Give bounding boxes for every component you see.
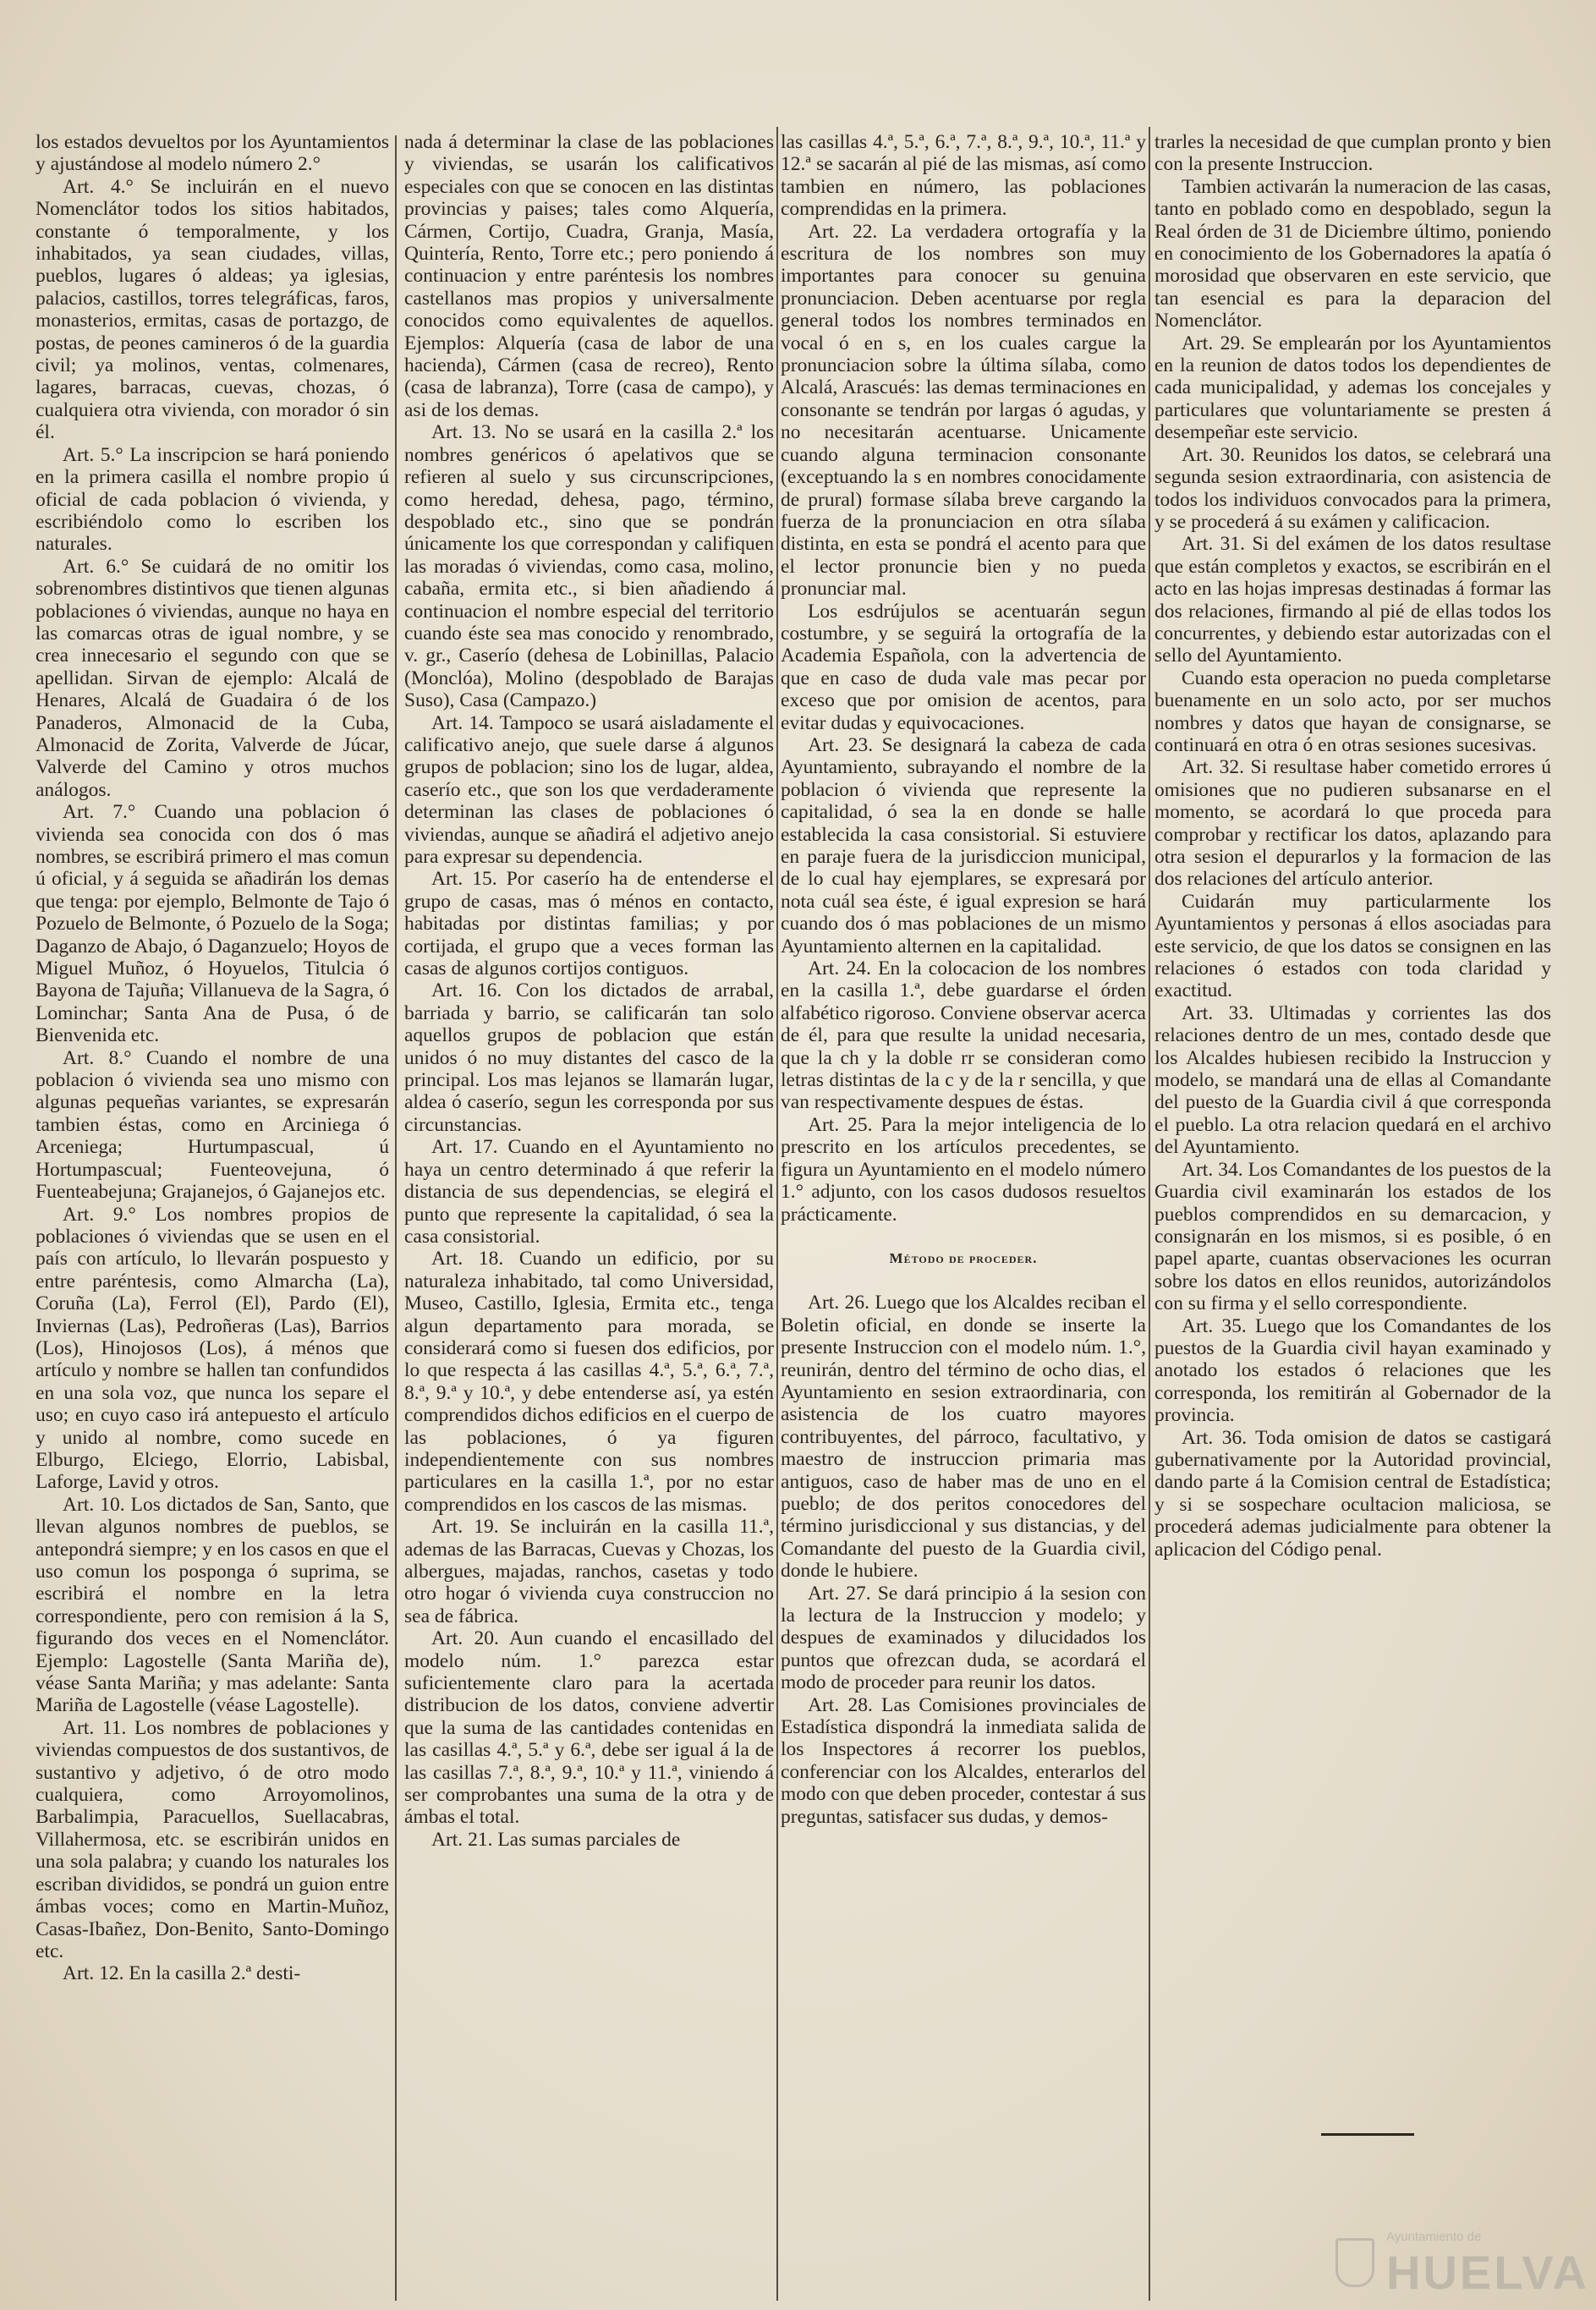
paragraph: Art. 25. Para la mejor inteligencia de lo prescrito en los artículos precedentes, se figura un Ayuntamiento en el modelo número 1.° adjunto, con los casos dudosos resueltos prácticamente.: [781, 1113, 1146, 1226]
paragraph: Cuando esta operacion no pueda completarse buenamente en un solo acto, por ser muchos nombres y datos que hayan de consignarse, se continuará en otra ó en otras sesiones sucesivas.: [1154, 667, 1551, 756]
column-divider: [1149, 127, 1150, 2301]
paragraph: los estados devueltos por los Ayuntamientos y ajustándose al modelo número 2.°: [36, 131, 389, 176]
paragraph: Art. 28. Las Comisiones provinciales de Estadística dispondrá la inmediata salida de los Inspectores á recorrer los pueblos, conferenciar con los Alcaldes, enterarlos del modo con que deben proceder, contestar á sus preguntas, satisfacer sus dudas, y demos-: [781, 1693, 1146, 1828]
paragraph: Art. 22. La verdadera ortografía y la escritura de los nombres son muy importantes para conocer su genuina pronunciacion. Deben acentuarse por regla general todos los nombres terminados en vocal ó en s, en los cuales cargue la pronunciacion sobre la última sílaba, como Alcalá, Arascués: las demas terminaciones en consonante se tendrán por largas ó agudas, y no necesitarán acentuarse. Unicamente cuando alguna terminacion consonante (exceptuando la s en nombres conocidamente de prural) formase sílaba breve cargando la fuerza de la pronunciacion en otra sílaba distinta, en esta se pondrá el acento para que el lector pronuncie bien y no pueda pronunciar mal.: [781, 220, 1146, 601]
paragraph: Art. 24. En la colocacion de los nombres en la casilla 1.ª, debe guardarse el órden alfabético rigoroso. Conviene observar acerca de él, para que resulte la unidad necesaria, que la ch y la doble rr se consideran como letras distintas de la c y de la r sencilla, y que van respectivamente despues de éstas.: [781, 957, 1146, 1114]
paragraph: Art. 20. Aun cuando el encasillado del modelo núm. 1.° parezca estar suficientemente claro para la acertada distribucion de los datos, conviene advertir que la suma de las cantidades contenidas en las casillas 4.ª, 5.ª y 6.ª, debe ser igual á la de las casillas 7.ª, 8.ª, 9.ª, 10.ª y 11.ª, viniendo á ser comprobantes una suma de la otra y de ámbas el total.: [404, 1627, 774, 1829]
paragraph: Los esdrújulos se acentuarán segun costumbre, y se seguirá la ortografía de la Academia Española, con la advertencia de que en caso de duda vale mas pecar por exceso que por omision de acentos, para evitar dudas y equivocaciones.: [781, 600, 1146, 734]
paragraph: nada á determinar la clase de las poblaciones y viviendas, se usarán los calificativos especiales con que se conocen en las distintas provincias y paises; tales como Alquería, Cármen, Cortijo, Cuadra, Granja, Masía, Quintería, Rento, Torre etc.; pero poniendo á continuacion y entre paréntesis los nombres castellanos mas propios y universalmente conocidos como equivalentes de aquellos. Ejemplos: Alquería (casa de labor de una hacienda), Cármen (casa de recreo), Rento (casa de labranza), Torre (casa de campo), y asi de los demas.: [404, 131, 774, 421]
paragraph: Art. 30. Reunidos los datos, se celebrará una segunda sesion extraordinaria, con asistencia de todos los individuos convocados para la primera, y se procederá á su exámen y calificacion.: [1154, 443, 1551, 533]
column-4: [1154, 131, 1551, 1561]
paragraph: Art. 32. Si resultase haber cometido errores ú omisiones que no pudieren subsanarse en el momento, se acordará lo que proceda para comprobar y rectificar los datos, aplazando para otra sesion el depurarlos y la formacion de las dos relaciones del artículo anterior.: [1154, 756, 1551, 891]
column-1: [36, 131, 389, 1985]
paragraph: Cuidarán muy particularmente los Ayuntamientos y personas á ellos asociadas para este servicio, de que los datos se consignen en las relaciones ó estados con toda claridad y exactitud.: [1154, 890, 1551, 1002]
paragraph: Tambien activarán la numeracion de las casas, tanto en poblado como en despoblado, segun la Real órden de 31 de Diciembre último, poniendo en conocimiento de los Gobernadores la apatía ó morosidad que observaren en este servicio, que tan esencial es para la deparacion del Nomenclátor.: [1154, 175, 1551, 332]
paragraph: Art. 34. Los Comandantes de los puestos de la Guardia civil examinarán los estados de los pueblos comprendidos en su demarcacion, y consignarán en los mismos, si es posible, ó en papel aparte, cuantas observaciones les ocurran sobre los datos en ellos reunidos, autorizándolos con su firma y el sello correspondiente.: [1154, 1158, 1551, 1315]
column-3: [781, 131, 1146, 1828]
paragraph: Art. 17. Cuando en el Ayuntamiento no haya un centro determinado á que referir la distancia de sus dependencias, se elegirá el punto que represente la capitalidad, ó sea la casa consistorial.: [404, 1136, 774, 1248]
paragraph: Art. 33. Ultimadas y corrientes las dos relaciones dentro de un mes, contado desde que los Alcaldes hubiesen recibido la Instruccion y modelo, se mandará una de ellas al Comandante del puesto de la Guardia civil á que corresponda el pueblo. La otra relacion quedará en el archivo del Ayuntamiento.: [1154, 1001, 1551, 1159]
paragraph: Art. 23. Se designará la cabeza de cada Ayuntamiento, subrayando el nombre de la poblacion ó vivienda que represente la capitalidad, ó sea la en donde se halle establecida la casa consistorial. Si estuviere en paraje fuera de la jurisdiccion municipal, de lo cual hay ejemplares, se expresará por nota cuál sea éste, é igual expresion se hará cuando dos ó mas poblaciones de un mismo Ayuntamiento alternen en la capitalidad.: [781, 733, 1146, 957]
paragraph: Art. 10. Los dictados de San, Santo, que llevan algunos nombres de pueblos, se antepondrá siempre; y en los casos en que el uso comun los posponga ó suprima, se escribirá el nombre en la letra correspondiente, pero con remision á la S, figurando dos veces en el Nomenclátor. Ejemplo: Lagostelle (Santa Mariña de), véase Santa Mariña; y mas adelante: Santa Mariña de Lagostelle (véase Lagostelle).: [36, 1493, 389, 1717]
column-divider: [776, 127, 778, 2301]
paragraph: Art. 29. Se emplearán por los Ayuntamientos en la reunion de datos todos los dependientes de cada municipalidad, y ademas los concejales y particulares que voluntariamente se presten á desempeñar este servicio.: [1154, 332, 1551, 444]
section-heading: Método de proceder.: [889, 1249, 1038, 1266]
paragraph: Art. 19. Se incluirán en la casilla 11.ª, ademas de las Barracas, Cuevas y Chozas, los albergues, majadas, ranchos, casetas y todo otro hogar ó vivienda cuya construccion no sea de fábrica.: [404, 1516, 774, 1627]
paragraph: Art. 36. Toda omision de datos se castigará gubernativamente por la Autoridad provincial, dando parte á la Comision central de Estadística; y si se sospechare ocultacion maliciosa, se procederá ademas judicialmente para obtener la aplicacion del Código penal.: [1154, 1426, 1551, 1561]
paragraph: Art. 4.° Se incluirán en el nuevo Nomenclátor todos los sitios habitados, constante ó temporalmente, y los inhabitados, ya sean ciudades, villas, pueblos, lugares ó aldeas; ya iglesias, palacios, castillos, torres telegráficas, faros, monasterios, ermitas, casas de portazgo, de postas, de peones camineros ó de la guardia civil; ya molinos, ventas, colmenares, lagares, barracas, cuevas, chozas, ó cualquiera otra vivienda, con morador ó sin él.: [36, 175, 389, 444]
paragraph: Art. 11. Los nombres de poblaciones y viviendas compuestos de dos sustantivos, de sustantivo y adjetivo, ó de otro modo cualquiera, como Arroyomolinos, Barbalimpia, Paracuellos, Suellacabras, Villahermosa, etc. se escribirán unidos en una sola palabra; y cuando los naturales los escriban divididos, se pondrá un guion entre ámbas voces; como en Martin-Muñoz, Casas-Ibañez, Don-Benito, Santo-Domingo etc.: [36, 1716, 389, 1962]
end-rule: [1321, 2133, 1414, 2136]
paragraph: Art. 26. Luego que los Alcaldes reciban el Boletin oficial, en donde se inserte la presente Instruccion con el modelo núm. 1.°, reunirán, dentro del término de ocho dias, el Ayuntamiento en sesion extraordinaria, con asistencia de los cuatro mayores contribuyentes, del párroco, facultativo, y maestro de instruccion primaria mas antiguos, caso de haber mas de uno en el pueblo; de dos peritos conocedores del término jurisdiccional y sus distancias, y del Comandante del puesto de la Guardia civil, donde le hubiere.: [781, 1292, 1146, 1583]
paragraph: Art. 15. Por caserío ha de entenderse el grupo de casas, mas ó ménos en contacto, habitadas por distintas familias; y por cortijada, el grupo que a veces forman las casas de algunos cortijos contiguos.: [404, 868, 774, 980]
paragraph: Art. 27. Se dará principio á la sesion con la lectura de la Instruccion y modelo; y despues de examinados y dilucidados los puntos que ofrezcan duda, se acordará el modo de proceder para reunir los datos.: [781, 1582, 1146, 1694]
paragraph: Art. 14. Tampoco se usará aisladamente el calificativo anejo, que suele darse á algunos grupos de poblacion; sino los de lugar, aldea, caserío etc., que son los que verdaderamente determinan las clases de poblaciones ó viviendas, aunque se añadirá el adjetivo anejo para expresar su dependencia.: [404, 711, 774, 868]
watermark-big-text: HUELVA: [1386, 2246, 1589, 2299]
paragraph: Art. 16. Con los dictados de arrabal, barriada y barrio, se calificarán tan solo aquellos grupos de poblacion que están unidos ó no muy distantes del casco de la principal. Los mas lejanos se llamarán lugar, aldea ó caserío, segun les corresponda por sus circunstancias.: [404, 979, 774, 1136]
paragraph: Art. 9.° Los nombres propios de poblaciones ó viviendas que se usen en el país con artículo, lo llevarán pospuesto y entre paréntesis, como Almarcha (La), Coruña (La), Ferrol (El), Pardo (El), Inviernas (Las), Pedroñeras (Las), Barrios (Los), Hinojosos (Los), á ménos que artículo y nombre se hallen tan confundidos en una sola voz, que nunca los separe el uso; en cuyo caso irá antepuesto el artículo y unido al nombre, como sucede en Elburgo, Elciego, Elorrio, Labisbal, Laforge, Lavid y otros.: [36, 1203, 389, 1494]
paragraph: Art. 13. No se usará en la casilla 2.ª los nombres genéricos ó apelativos que se refieren al suelo y sus circunscripciones, como heredad, dehesa, pago, término, despoblado etc., sino que se pondrán únicamente los que correspondan y califiquen las moradas ó viviendas, como casa, molino, cabaña, ermita etc., si bien añadiendo á continuacion el nombre especial del territorio cuando éste sea mas conocido y renombrado, v. gr., Caserío (dehesa de Lobinillas, Palacio (Monclóa), Molino (despoblado de Barajas Suso), Casa (Campazo.): [404, 421, 774, 712]
paragraph: Art. 31. Si del exámen de los datos resultase que están completos y exactos, se escribirán en el acto en las hojas impresas destinadas á formar las dos relaciones, firmando al pié de ellas todos los concurrentes, y debiendo estar autorizadas con el sello del Ayuntamiento.: [1154, 533, 1551, 667]
paragraph: Art. 18. Cuando un edificio, por su naturaleza inhabitado, tal como Universidad, Museo, Castillo, Iglesia, Ermita etc., tenga algun departamento para morada, se considerará como si fuesen dos edificios, por lo que respecta á las casillas 4.ª, 5.ª, 6.ª, 7.ª, 8.ª, 9.ª y 10.ª, y debe entenderse así, ya estén comprendidos dichos edificios en el cuerpo de las poblaciones, ó ya figuren independientemente con sus nombres particulares en la casilla 1.ª, por no estar comprendidos en los cascos de las mismas.: [404, 1248, 774, 1516]
column-divider: [395, 135, 397, 2301]
paragraph: Art. 21. Las sumas parciales de: [431, 1828, 681, 1851]
column-2: [404, 131, 774, 1851]
paragraph: Art. 7.° Cuando una poblacion ó vivienda sea conocida con dos ó mas nombres, se escribirá primero el mas comun ú oficial, y á seguida se añadirán los demas que tenga: por ejemplo, Belmonte de Tajo ó Pozuelo de Belmonte, ó Pozuelo de la Soga; Daganzo de Abajo, ó Daganzuelo; Hoyos de Miguel Muñoz, ó Hoyuelos, Titulcia ó Bayona de Tajuña; Villanueva de la Sagra, ó Lominchar; Santa Ana de Pusa, ó de Bienvenida etc.: [36, 801, 389, 1047]
paragraph: Art. 5.° La inscripcion se hará poniendo en la primera casilla el nombre propio ú oficial de cada poblacion ó vivienda, y escribiéndolo como lo escriben los naturales.: [36, 443, 389, 556]
paragraph: Art. 8.° Cuando el nombre de una poblacion ó vivienda sea uno mismo con algunas pequeñas variantes, se expresarán tambien éstas, como en Arciniega ó Arceniega; Hurtumpascual, ú Hortumpascual; Fuenteovejuna, ó Fuenteabejuna; Grajanejos, ó Gajanejos etc.: [36, 1046, 389, 1204]
paragraph: Art. 12. En la casilla 2.ª desti-: [63, 1962, 301, 1985]
paragraph: trarles la necesidad de que cumplan pronto y bien con la presente Instruccion.: [1154, 131, 1551, 176]
coat-of-arms-icon: [1335, 2238, 1374, 2287]
paragraph: Art. 35. Luego que los Comandantes de los puestos de la Guardia civil hayan examinado y anotado los estados ó relaciones que les corresponda, los remitirán al Gobernador de la provincia.: [1154, 1314, 1551, 1427]
paragraph: las casillas 4.ª, 5.ª, 6.ª, 7.ª, 8.ª, 9.ª, 10.ª, 11.ª y 12.ª se sacarán al pié de las mismas, así como tambien en número, las poblaciones comprendidas en la primera.: [781, 131, 1146, 221]
paragraph: Art. 6.° Se cuidará de no omitir los sobrenombres distintivos que tienen algunas poblaciones ó viviendas, aunque no haya en las comarcas otras de igual nombre, y se crea innecesario el segundo con que se apellidan. Sirvan de ejemplo: Alcalá de Henares, Alcalá de Guadaira ó de los Panaderos, Almonacid de la Cuba, Almonacid de Zorita, Valverde de Júcar, Valverde del Camino y otros muchos análogos.: [36, 555, 389, 801]
watermark-small-text: Ayuntamiento de: [1386, 2230, 1482, 2244]
archive-watermark: [1327, 2219, 1589, 2300]
